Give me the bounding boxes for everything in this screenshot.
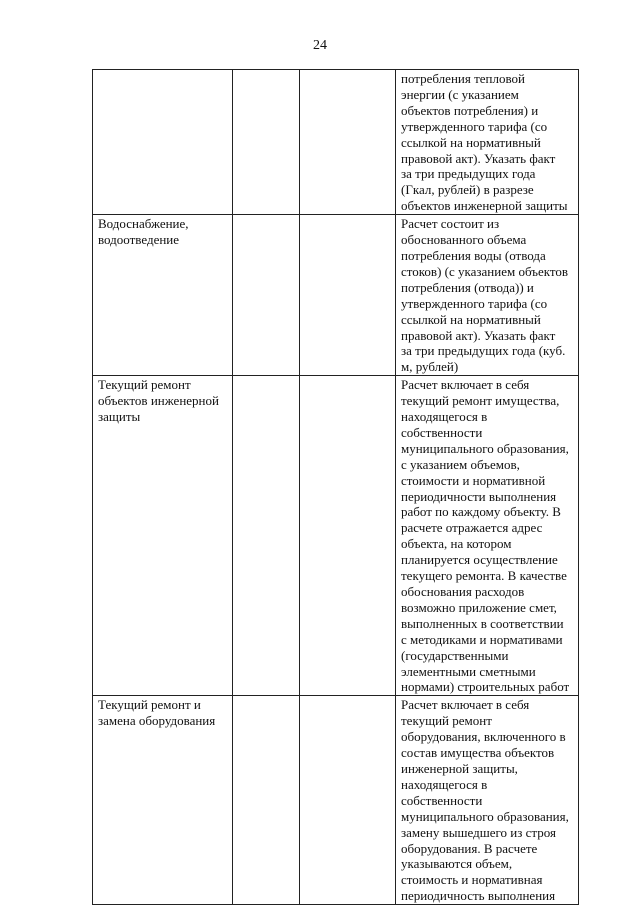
empty-cell — [233, 215, 300, 376]
expense-name-line: водоотведение — [98, 232, 180, 248]
expense-name-cell — [93, 215, 233, 376]
description-line: текущий ремонт имущества, — [401, 393, 560, 409]
description-line: ссылкой на нормативный — [401, 134, 541, 150]
description-cell — [396, 376, 579, 696]
description-line: возможно приложение смет, — [401, 599, 557, 615]
description-line: текущего ремонта. В качестве — [401, 568, 567, 584]
description-line: обоснования расходов — [401, 584, 525, 599]
expense-name-line: объектов инженерной — [98, 393, 219, 409]
expense-name-line: Водоснабжение, — [98, 216, 189, 232]
description-line: обоснованного объема — [401, 232, 527, 248]
description-line: потребления воды (отвода — [401, 247, 546, 263]
description-line: оборудования, включенного в — [401, 729, 566, 745]
description-line: оборудования. В расчете — [401, 840, 538, 856]
description-line: работ по каждому объекту. В — [401, 504, 561, 520]
description-cell — [396, 215, 579, 376]
expense-name-cell — [93, 696, 233, 905]
description-line: ссылкой на нормативный — [401, 311, 541, 327]
description-cell — [396, 70, 579, 215]
description-line: за три предыдущих года (куб. — [401, 343, 566, 359]
table-row — [93, 215, 579, 376]
description-line: (государственными — [401, 647, 509, 663]
description-line: выполненных в соответствии — [401, 615, 564, 631]
expense-name-line: замена оборудования — [98, 713, 216, 729]
description-line: расчете отражается адрес — [401, 520, 543, 536]
description-line: стоимость и нормативная — [401, 872, 543, 888]
expense-name-cell — [93, 70, 233, 215]
description-line: энергии (с указанием — [401, 86, 519, 102]
description-line: правовой акт). Указать факт — [401, 327, 556, 343]
description-line: правовой акт). Указать факт — [401, 150, 556, 166]
description-line: объектов потребления) и — [401, 102, 539, 118]
description-line: инженерной защиты, — [401, 760, 518, 776]
description-line: собственности — [401, 792, 483, 808]
description-line: стоимости и нормативной — [401, 472, 546, 488]
expense-name-line: Текущий ремонт — [98, 377, 191, 393]
description-line: с указанием объемов, — [401, 456, 520, 472]
page-number: 24 — [313, 38, 327, 53]
description-line: нормами) строительных работ — [401, 679, 570, 695]
description-line: замену вышедшего из строя — [401, 824, 556, 840]
description-line: потребления (отвода)) и — [401, 279, 534, 295]
expense-name-line: Текущий ремонт и — [98, 697, 201, 713]
empty-cell — [300, 696, 396, 905]
description-line: (Гкал, рублей) в разрезе — [401, 182, 534, 198]
description-line: стоков) (с указанием объектов — [401, 263, 569, 279]
description-line: объектов инженерной защиты — [401, 198, 568, 214]
empty-cell — [300, 215, 396, 376]
description-line: указываются объем, — [401, 856, 513, 872]
description-line: элементными сметными — [401, 663, 536, 679]
expense-name-cell — [93, 376, 233, 696]
description-line: периодичности выполнения — [401, 488, 557, 504]
description-line: находящегося в — [401, 776, 488, 792]
description-line: периодичность выполнения — [401, 888, 556, 904]
description-line: Расчет включает в себя — [401, 377, 530, 393]
description-line: утвержденного тарифа (со — [401, 118, 548, 134]
description-line: Расчет включает в себя — [401, 697, 530, 713]
empty-cell — [233, 70, 300, 215]
description-line: муниципального образования, — [401, 440, 569, 456]
expense-justification-table — [92, 69, 579, 905]
description-line: потребления тепловой — [401, 71, 525, 86]
empty-cell — [300, 70, 396, 215]
description-cell — [396, 696, 579, 905]
description-line: муниципального образования, — [401, 808, 569, 824]
empty-cell — [233, 696, 300, 905]
table-row — [93, 376, 579, 696]
description-line: состав имущества объектов — [401, 745, 555, 761]
description-line: собственности — [401, 424, 483, 440]
table-row — [93, 70, 579, 215]
description-line: планируется осуществление — [401, 552, 558, 568]
expense-name-line: защиты — [98, 409, 141, 425]
description-line: с методиками и нормативами — [401, 631, 563, 647]
table-row — [93, 696, 579, 905]
empty-cell — [300, 376, 396, 696]
description-line: за три предыдущих года — [401, 166, 536, 182]
description-line: м, рублей) — [401, 359, 459, 375]
description-line: находящегося в — [401, 409, 488, 425]
empty-cell — [233, 376, 300, 696]
description-line: Расчет состоит из — [401, 216, 500, 232]
description-line: текущий ремонт — [401, 713, 492, 729]
description-line: утвержденного тарифа (со — [401, 295, 548, 311]
description-line: объекта, на котором — [401, 536, 512, 552]
